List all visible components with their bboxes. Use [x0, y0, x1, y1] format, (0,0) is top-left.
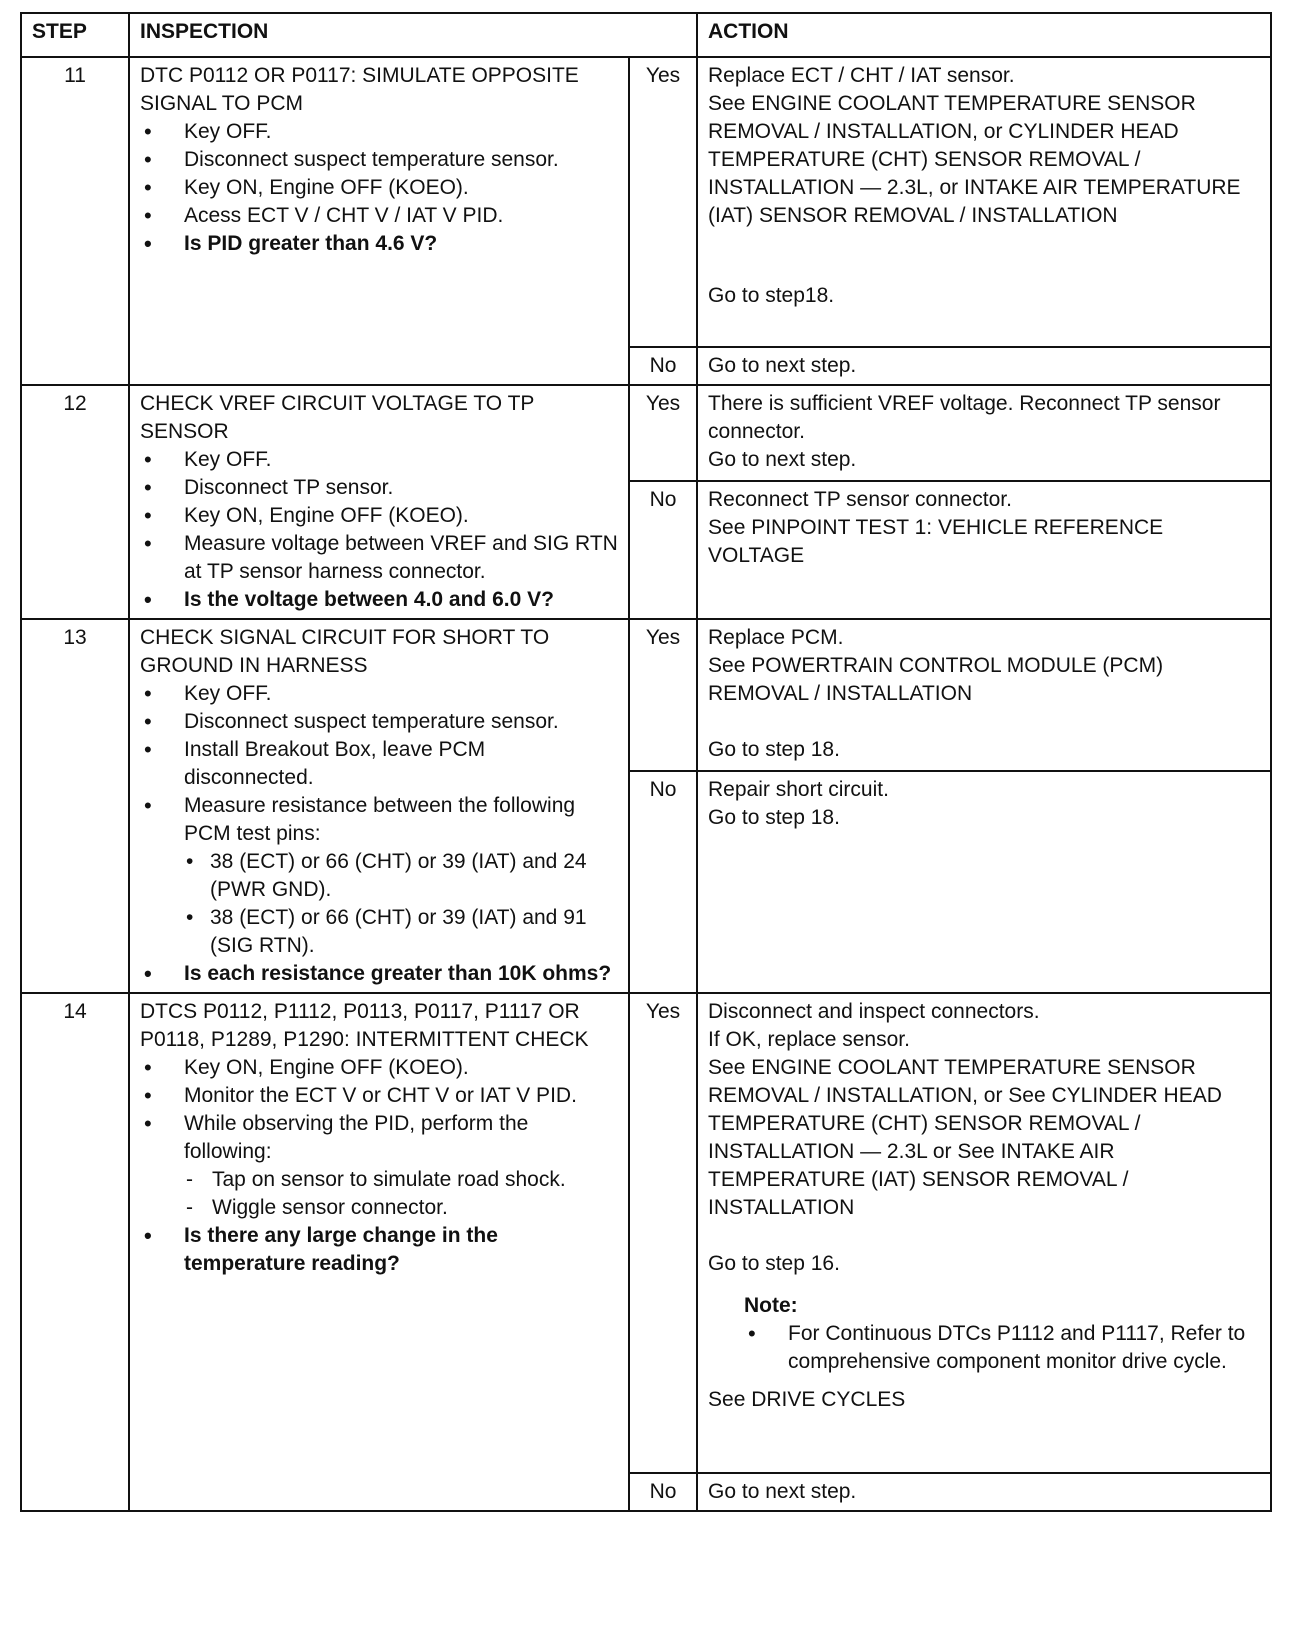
- see-reference: See POWERTRAIN CONTROL MODULE (PCM) REMOVAL / INSTALLATION: [708, 654, 1164, 705]
- inspection-cell: [129, 57, 629, 385]
- list-item: • Key OFF.: [184, 446, 618, 474]
- action-cell: [697, 771, 1271, 993]
- step-number: 11: [21, 57, 129, 385]
- inspection-list: [140, 680, 618, 988]
- no-label: No: [629, 1473, 697, 1511]
- list-item: • Install Breakout Box, leave PCM disconnected.: [184, 736, 618, 792]
- list-item: • Disconnect TP sensor.: [184, 474, 618, 502]
- yes-label: Yes: [629, 993, 697, 1473]
- goto-text: Go to step 16.: [708, 1252, 840, 1275]
- list-item: • Key ON, Engine OFF (KOEO).: [184, 502, 618, 530]
- inspection-cell: [129, 385, 629, 619]
- table-row: [21, 57, 1271, 347]
- table-row: [21, 619, 1271, 771]
- step-column-header: STEP: [21, 13, 129, 57]
- goto-text: Go to step18.: [708, 284, 835, 307]
- sub-list-item: • 38 (ECT) or 66 (CHT) or 39 (IAT) and 24 (PWR GND).: [210, 848, 618, 904]
- yes-label: Yes: [629, 619, 697, 771]
- sub-list: [184, 848, 618, 960]
- inspection-cell: [129, 619, 629, 993]
- action-cell: [697, 1473, 1271, 1511]
- action-cell: [697, 993, 1271, 1473]
- table-row: [21, 993, 1271, 1473]
- action-cell: [697, 385, 1271, 481]
- no-label: No: [629, 347, 697, 385]
- inspection-title: CHECK VREF CIRCUIT VOLTAGE TO TP SENSOR: [140, 392, 535, 443]
- inspection-question: • Is the voltage between 4.0 and 6.0 V?: [184, 586, 618, 614]
- list-item-text: Measure resistance between the following PCM test pins:: [184, 794, 576, 845]
- list-item: • Key ON, Engine OFF (KOEO).: [184, 174, 618, 202]
- action-text: Replace ECT / CHT / IAT sensor.: [708, 64, 1015, 87]
- see-reference: See DRIVE CYCLES: [708, 1388, 906, 1411]
- action-text: Reconnect TP sensor connector.: [708, 488, 1012, 511]
- action-cell: [697, 57, 1271, 347]
- step-number: 12: [21, 385, 129, 619]
- list-item-text: While observing the PID, perform the following:: [184, 1112, 529, 1163]
- list-item: • Measure voltage between VREF and SIG RTN at TP sensor harness connector.: [184, 530, 618, 586]
- action-column-header: ACTION: [697, 13, 1271, 57]
- list-item: • Key ON, Engine OFF (KOEO).: [184, 1054, 618, 1082]
- goto-text: Go to step 18.: [708, 806, 840, 829]
- see-reference: See PINPOINT TEST 1: VEHICLE REFERENCE VOLTAGE: [708, 516, 1164, 567]
- dash-list: [184, 1166, 618, 1222]
- see-reference: See ENGINE COOLANT TEMPERATURE SENSOR REMOVAL / INSTALLATION, or See CYLINDER HEAD TEMPERATURE (CHT) SENSOR REMOVAL / INSTALLATION — 2.3L or See INTAKE AIR TEMPERATURE (IAT) SENSOR REMOVAL / INSTALLATION: [708, 1056, 1222, 1219]
- list-item: • Monitor the ECT V or CHT V or IAT V PID.: [184, 1082, 618, 1110]
- see-reference: See ENGINE COOLANT TEMPERATURE SENSOR REMOVAL / INSTALLATION, or CYLINDER HEAD TEMPERATURE (CHT) SENSOR REMOVAL / INSTALLATION — 2.3L, or INTAKE AIR TEMPERATURE (IAT) SENSOR REMOVAL / INSTALLATION: [708, 92, 1241, 227]
- table-header-row: [21, 13, 1271, 57]
- inspection-question: • Is PID greater than 4.6 V?: [184, 230, 618, 258]
- action-text: There is sufficient VREF voltage. Reconnect TP sensor connector.: [708, 392, 1221, 443]
- list-item: [184, 792, 618, 960]
- action-cell: [697, 619, 1271, 771]
- pinpoint-test-table: [20, 12, 1272, 1512]
- no-label: No: [629, 771, 697, 993]
- list-item: • Disconnect suspect temperature sensor.: [184, 708, 618, 736]
- note-block: [708, 1292, 1260, 1376]
- inspection-list: [140, 1054, 618, 1278]
- inspection-title: DTC P0112 OR P0117: SIMULATE OPPOSITE SIGNAL TO PCM: [140, 64, 579, 115]
- inspection-title: CHECK SIGNAL CIRCUIT FOR SHORT TO GROUND IN HARNESS: [140, 626, 550, 677]
- action-cell: [697, 347, 1271, 385]
- step-number: 14: [21, 993, 129, 1511]
- inspection-list: [140, 118, 618, 258]
- no-label: No: [629, 481, 697, 619]
- action-cell: [697, 481, 1271, 619]
- action-text: Go to next step.: [708, 354, 857, 377]
- action-text: If OK, replace sensor.: [708, 1028, 910, 1051]
- action-text: Repair short circuit.: [708, 778, 889, 801]
- note-title: Note:: [744, 1294, 798, 1317]
- inspection-title: DTCS P0112, P1112, P0113, P0117, P1117 OR P0118, P1289, P1290: INTERMITTENT CHECK: [140, 1000, 589, 1051]
- note-item: • For Continuous DTCs P1112 and P1117, Refer to comprehensive component monitor drive cycle.: [788, 1320, 1260, 1376]
- inspection-list: [140, 446, 618, 614]
- action-text: Disconnect and inspect connectors.: [708, 1000, 1040, 1023]
- list-item: • Disconnect suspect temperature sensor.: [184, 146, 618, 174]
- action-text: Go to next step.: [708, 1480, 857, 1503]
- note-list: [744, 1320, 1260, 1376]
- sub-list-item: • 38 (ECT) or 66 (CHT) or 39 (IAT) and 91 (SIG RTN).: [210, 904, 618, 960]
- inspection-question: • Is there any large change in the temperature reading?: [184, 1222, 618, 1278]
- inspection-column-header: INSPECTION: [129, 13, 697, 57]
- step-number: 13: [21, 619, 129, 993]
- inspection-cell: [129, 993, 629, 1511]
- list-item: • Key OFF.: [184, 118, 618, 146]
- list-item: [184, 1110, 618, 1222]
- yes-label: Yes: [629, 57, 697, 347]
- inspection-question: • Is each resistance greater than 10K ohms?: [184, 960, 618, 988]
- diagnostic-document: [20, 12, 1270, 1512]
- dash-list-item: - Tap on sensor to simulate road shock.: [212, 1166, 618, 1194]
- list-item: • Key OFF.: [184, 680, 618, 708]
- list-item: • Acess ECT V / CHT V / IAT V PID.: [184, 202, 618, 230]
- goto-text: Go to step 18.: [708, 738, 840, 761]
- action-text: Replace PCM.: [708, 626, 844, 649]
- goto-text: Go to next step.: [708, 448, 857, 471]
- yes-label: Yes: [629, 385, 697, 481]
- table-row: [21, 385, 1271, 481]
- dash-list-item: - Wiggle sensor connector.: [212, 1194, 618, 1222]
